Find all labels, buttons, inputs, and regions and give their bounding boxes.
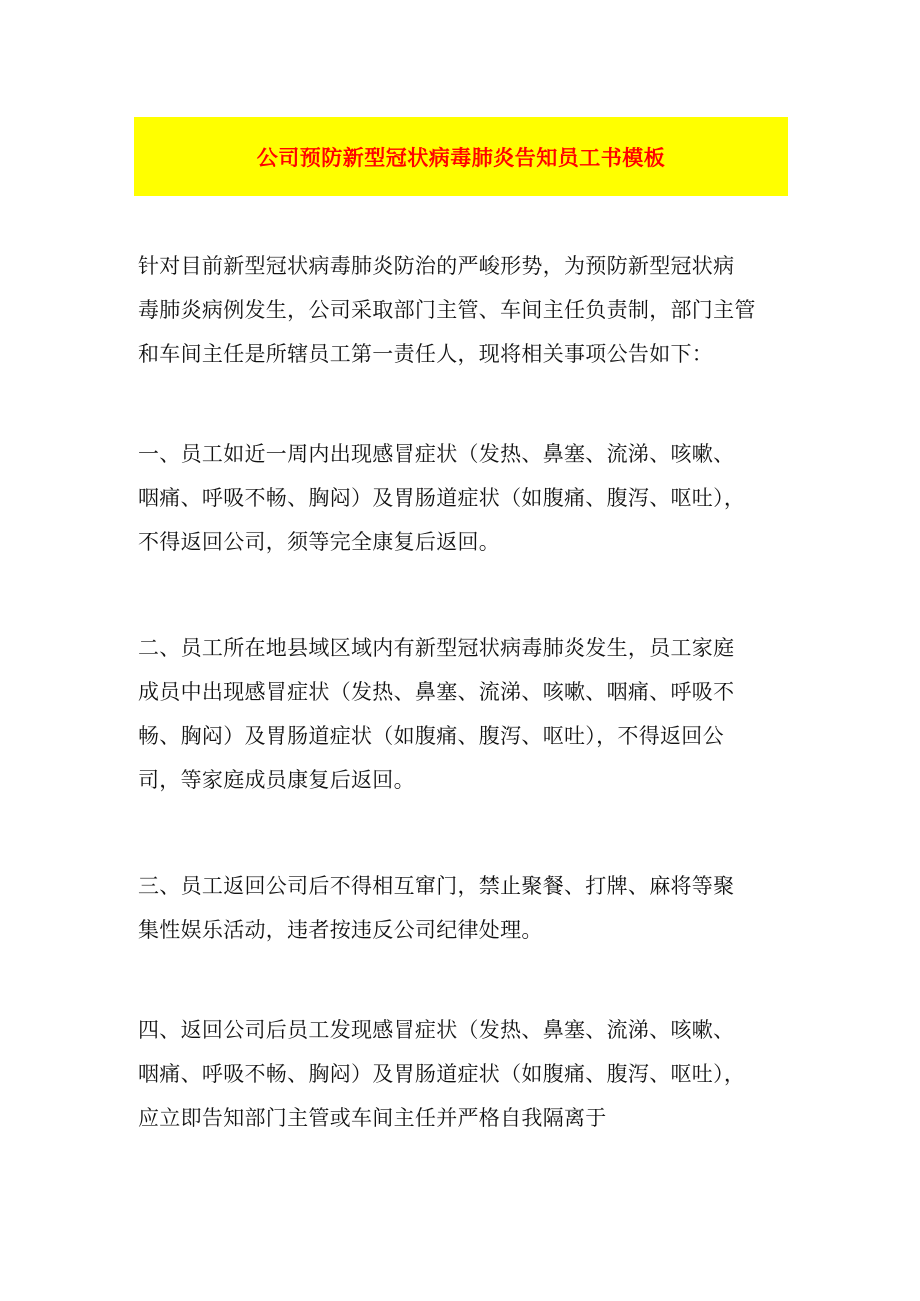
paragraph-line: 一、员工如近一周内出现感冒症状（发热、鼻塞、流涕、咳嗽、 (138, 442, 735, 466)
paragraph-line: 应立即告知部门主管或车间主任并严格自我隔离于 (138, 1106, 607, 1130)
title-banner (134, 117, 788, 196)
paragraph-line: 三、员工返回公司后不得相互窜门，禁止聚餐、打牌、麻将等聚 (138, 874, 735, 898)
item-three-paragraph (138, 864, 798, 952)
item-four-paragraph (138, 1008, 798, 1140)
item-two-paragraph (138, 626, 798, 802)
paragraph-line: 咽痛、呼吸不畅、胸闷）及胃肠道症状（如腹痛、腹泻、呕吐）， (138, 486, 746, 510)
paragraph-line: 四、返回公司后员工发现感冒症状（发热、鼻塞、流涕、咳嗽、 (138, 1018, 735, 1042)
document-title: 公司预防新型冠状病毒肺炎告知员工书模板 (256, 145, 666, 170)
intro-paragraph (138, 244, 798, 376)
item-one-paragraph (138, 432, 798, 564)
paragraph-line: 咽痛、呼吸不畅、胸闷）及胃肠道症状（如腹痛、腹泻、呕吐）， (138, 1062, 746, 1086)
paragraph-line: 司，等家庭成员康复后返回。 (138, 768, 415, 792)
paragraph-line: 成员中出现感冒症状（发热、鼻塞、流涕、咳嗽、咽痛、呼吸不 (138, 680, 735, 704)
paragraph-line: 二、员工所在地县域区域内有新型冠状病毒肺炎发生，员工家庭 (138, 636, 735, 660)
paragraph-line: 和车间主任是所辖员工第一责任人，现将相关事项公告如下： (138, 342, 714, 366)
paragraph-line: 畅、胸闷）及胃肠道症状（如腹痛、腹泻、呕吐），不得返回公 (138, 724, 724, 748)
paragraph-line: 毒肺炎病例发生，公司采取部门主管、车间主任负责制，部门主管 (138, 298, 756, 322)
paragraph-line: 不得返回公司，须等完全康复后返回。 (138, 530, 501, 554)
paragraph-line: 针对目前新型冠状病毒肺炎防治的严峻形势，为预防新型冠状病 (138, 254, 735, 278)
paragraph-line: 集性娱乐活动，违者按违反公司纪律处理。 (138, 918, 543, 942)
